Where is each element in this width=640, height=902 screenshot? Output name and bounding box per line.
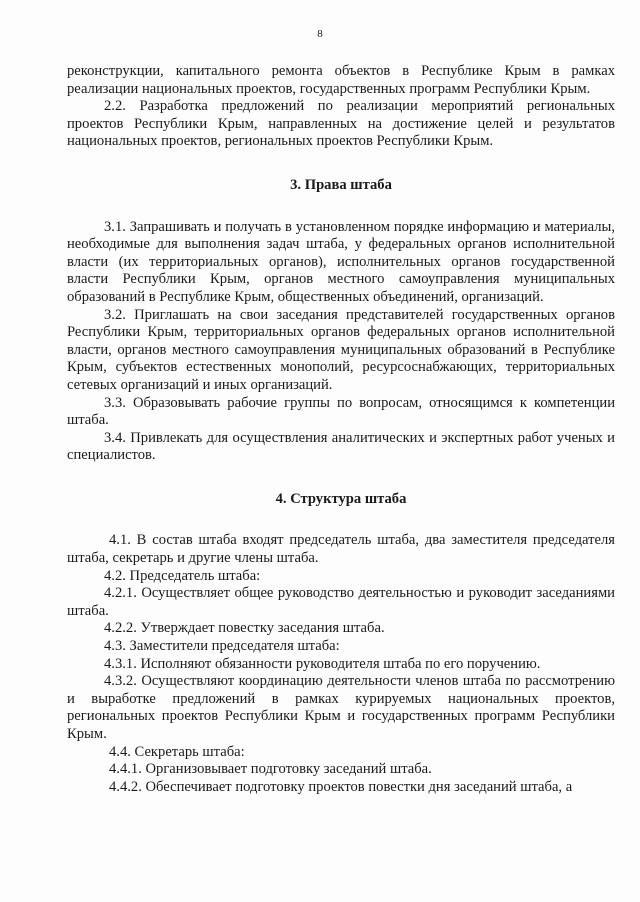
paragraph-4-3-2: 4.3.2. Осуществляют координацию деятельности членов штаба по рассмотрению и выработке предложений в рамках курируемых национальных проектов, региональных проектов Республики Крым и государственных программ Республики Крым.	[67, 673, 615, 742]
paragraph-4-4: 4.4. Секретарь штаба:	[109, 743, 245, 760]
paragraph-4-4-1: 4.4.1. Организовывает подготовку заседаний штаба.	[109, 761, 432, 778]
document-body	[67, 63, 615, 796]
paragraph-4-2-2: 4.2.2. Утверждает повестку заседания штаба.	[104, 620, 385, 637]
paragraph: 2.2. Разработка предложений по реализации мероприятий региональных проектов Республики Крым, направленных на достижение целей и результатов национальных проектов, региональных проектов Республики Крым.	[67, 98, 615, 150]
paragraph-4-1: 4.1. В состав штаба входят председатель штаба, два заместителя председателя штаба, секретарь и другие члены штаба.	[67, 532, 615, 567]
paragraph-4-3: 4.3. Заместители председателя штаба:	[104, 638, 340, 655]
paragraph-4-2: 4.2. Председатель штаба:	[104, 567, 261, 584]
paragraph-4-2-1: 4.2.1. Осуществляет общее руководство деятельностью и руководит заседаниями штаба.	[67, 585, 615, 619]
paragraph-3-4: 3.4. Привлекать для осуществления аналитических и экспертных работ ученых и специалистов.	[67, 429, 615, 464]
paragraph-3-3: 3.3. Образовывать рабочие группы по вопросам, относящимся к компетенции штаба.	[67, 394, 615, 429]
paragraph-4-3-1: 4.3.1. Исполняют обязанности руководителя штаба по его поручению.	[104, 655, 541, 672]
section-heading-4: 4. Структура штаба	[275, 490, 407, 507]
paragraph: реконструкции, капитального ремонта объектов в Республике Крым в рамках реализации национальных проектов, государственных программ Республики Крым.	[67, 63, 615, 97]
section-heading-3: 3. Права штаба	[290, 176, 392, 193]
paragraph-4-4-2: 4.4.2. Обеспечивает подготовку проектов повестки дня заседаний штаба, а	[109, 778, 573, 795]
paragraph-3-1: 3.1. Запрашивать и получать в установленном порядке информацию и материалы, необходимые для выполнения задач штаба, у федеральных органов исполнительной власти (их территориальных органов), исполнительных органов государственной власти Республики Крым, органов местного самоуправления муниципальных образований в Республике Крым, общественных объединений, организаций.	[67, 218, 615, 305]
paragraph-3-2: 3.2. Приглашать на свои заседания представителей государственных органов Республики Крым, территориальных органов федеральных органов исполнительной власти, органов местного самоуправления муниципальных образований в Республике Крым, субъектов естественных монополий, ресурсоснабжающих, территориальных сетевых организаций и иных организаций.	[67, 306, 615, 393]
page-number: 8	[317, 28, 323, 40]
